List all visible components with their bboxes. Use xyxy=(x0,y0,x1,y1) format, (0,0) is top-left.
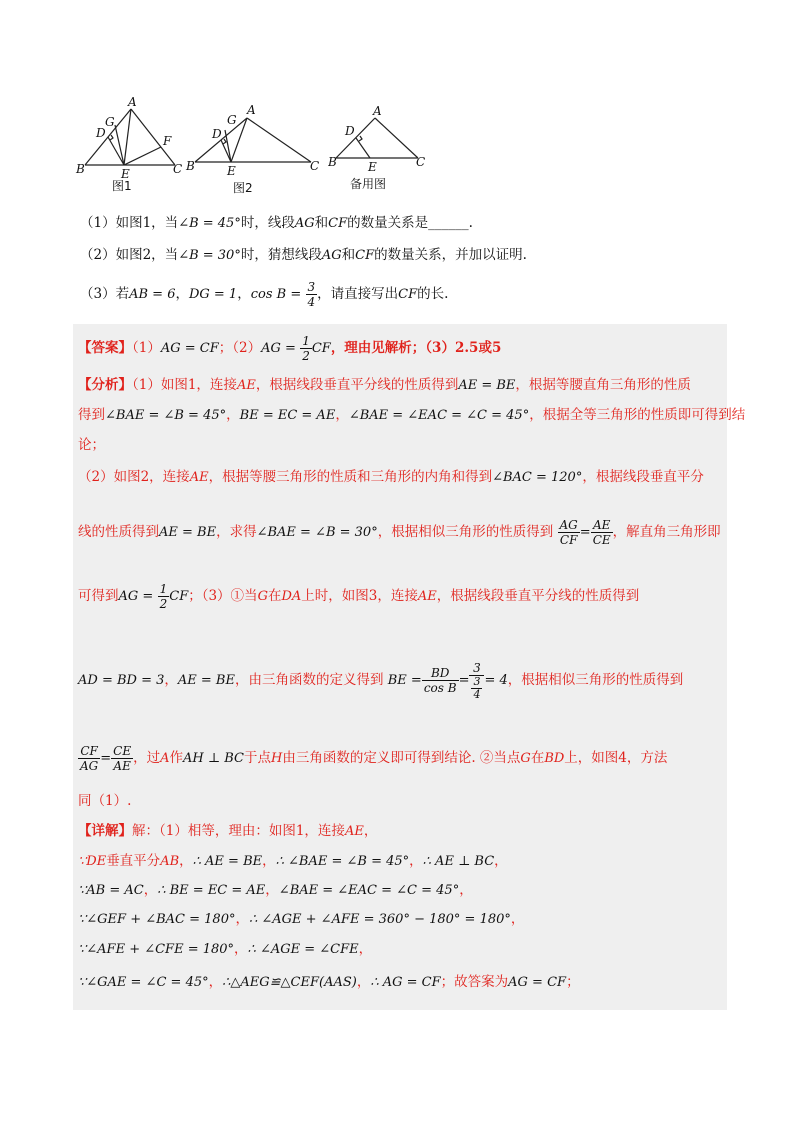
detail-line-2: ∵DE垂直平分AB，∴ AE = BE，∴ ∠BAE = ∠B = 45°，∴ AE ⊥ BC， xyxy=(78,853,508,869)
fig2-label-D: D xyxy=(212,127,222,141)
fig3-label-B: B xyxy=(328,155,337,169)
figure-backup xyxy=(328,102,428,197)
analysis-line-9: 同（1）. xyxy=(78,793,132,809)
fig1-label-F: F xyxy=(163,134,172,148)
answer-line: 【答案】（1）AG = CF；（2）AG = $\frac{1}{2}$ CF，理由见解析；（3）2.5或5 xyxy=(78,334,502,363)
analysis-line-5: 线的性质得到AE = BE，求得∠BAE = ∠B = 30°，根据相似三角形的性质得到 $\frac{AG}{CF}$ = $\frac{AE}{CE}$ ，解直角三角形即 xyxy=(78,518,721,547)
analysis-line-2: 得到∠BAE = ∠B = 45°，BE = EC = AE，∠BAE = ∠EAC = ∠C = 45°，根据全等三角形的性质即可得到结 xyxy=(78,407,746,423)
analysis-line-6: 可得到AG = $\frac{1}{2}$ CF；（3）①当G在DA上时，如图3，连接AE，根据线段垂直平分线的性质得到 xyxy=(78,582,640,611)
analysis-line-3: 论； xyxy=(78,437,105,453)
detail-line-4: ∵∠GEF + ∠BAC = 180°，∴ ∠AGE + ∠AFE = 360° − 180° = 180°， xyxy=(78,911,525,927)
question-3: （3）若AB = 6，DG = 1，cos B = $\frac{3}{4}$ ，请直接写出CF的长. xyxy=(80,280,449,309)
fig1-label-E: E xyxy=(121,167,130,181)
fig2-label-B: B xyxy=(186,159,195,173)
figure-2 xyxy=(185,100,325,200)
fig1-label-B: B xyxy=(76,162,85,176)
analysis-line-8: $\frac{CF}{AG}$ = $\frac{CE}{AE}$ ，过A作AH ⊥ BC于点H由三角函数的定义即可得到结论. ②当点G在BD上，如图4，方法 xyxy=(80,744,668,773)
question-2: （2）如图2，当∠B = 30°时，猜想线段AG和CF的数量关系，并加以证明. xyxy=(80,247,527,263)
fig2-caption: 图2 xyxy=(233,181,253,195)
fig2-label-C: C xyxy=(310,159,320,173)
question-1: （1）如图1，当∠B = 45°时，线段AG和CF的数量关系是______. xyxy=(80,215,473,231)
detail-line-3: ∵AB = AC，∴ BE = EC = AE，∠BAE = ∠EAC = ∠C = 45°， xyxy=(78,882,473,898)
fig1-label-A: A xyxy=(128,95,137,109)
fig1-label-C: C xyxy=(173,162,183,176)
fig3-label-A: A xyxy=(373,104,382,118)
fig3-caption: 备用图 xyxy=(350,177,387,191)
detail-line-5: ∵∠AFE + ∠CFE = 180°，∴ ∠AGE = ∠CFE， xyxy=(78,941,373,957)
fig2-label-E: E xyxy=(227,164,236,178)
detail-line-1: 【详解】解：（1）相等，理由：如图1，连接AE， xyxy=(78,823,378,839)
fig1-caption: 图1 xyxy=(112,179,132,193)
detail-line-6: ∵∠GAE = ∠C = 45°，∴△AEG≌△CEF(AAS)，∴ AG = CF；故答案为AG = CF； xyxy=(78,974,580,990)
fig3-label-E: E xyxy=(368,160,377,174)
fig2-label-A: A xyxy=(247,103,256,117)
analysis-line-7: AD = BD = 3，AE = BE，由三角函数的定义得到 BE = $\frac{BD}{\text{cos B}}$ = $\frac{3}{\frac{3}{4}}$ = 4，根据相似三角形的性质得到 xyxy=(78,660,684,701)
figure-1 xyxy=(75,95,185,195)
fig2-label-G: G xyxy=(227,113,237,127)
analysis-line-4: （2）如图2，连接AE，根据等腰三角形的性质和三角形的内角和得到∠BAC = 120°，根据线段垂直平分 xyxy=(78,469,704,485)
fig1-label-D: D xyxy=(96,126,106,140)
fig3-label-C: C xyxy=(416,155,426,169)
fig1-label-G: G xyxy=(105,115,115,129)
analysis-line-1: 【分析】（1）如图1，连接AE，根据线段垂直平分线的性质得到AE = BE，根据等腰直角三角形的性质 xyxy=(78,377,691,393)
fig3-label-D: D xyxy=(345,124,355,138)
